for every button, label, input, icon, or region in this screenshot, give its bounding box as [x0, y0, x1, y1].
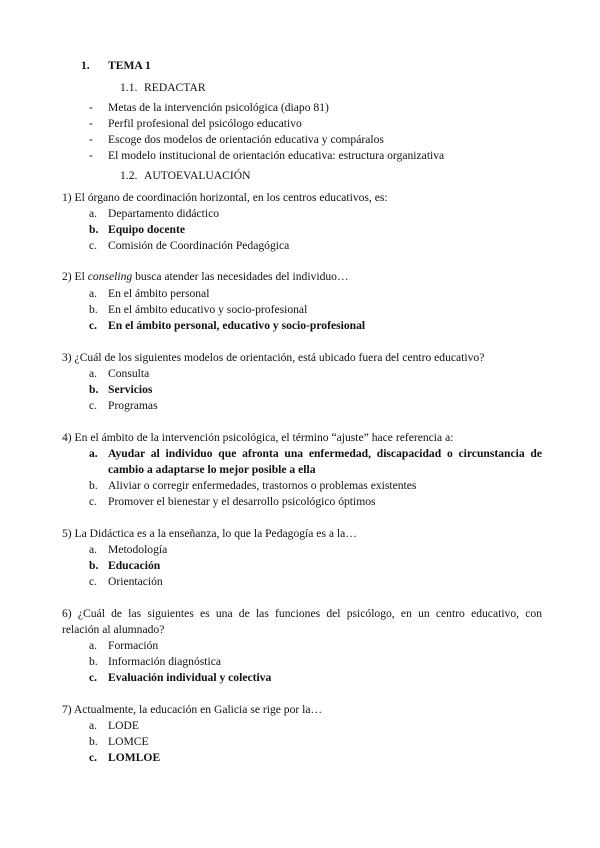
- option-letter-correct: c.: [89, 751, 98, 764]
- option-text: LOMCE: [108, 735, 149, 748]
- option-letter-correct: b.: [89, 383, 99, 396]
- question-text: 1) El órgano de coordinación horizontal, en los centros educativos, es:: [62, 191, 388, 204]
- option-text: Orientación: [108, 575, 163, 588]
- option-text: Comisión de Coordinación Pedagógica: [108, 239, 290, 252]
- option-letter: b.: [89, 479, 98, 492]
- section-title-auto: AUTOEVALUACIÓN: [144, 169, 251, 182]
- option-text: Formación: [108, 639, 159, 652]
- option-text: LODE: [108, 719, 139, 732]
- question-text: [62, 269, 349, 284]
- task-item: Metas de la intervención psicológica (diapo 81): [108, 101, 329, 114]
- option-letter: a.: [89, 287, 98, 300]
- option-text: Consulta: [108, 367, 150, 380]
- option-text-correct: Equipo docente: [108, 223, 185, 236]
- option-letter: c.: [89, 575, 98, 588]
- question-text: 7) Actualmente, la educación en Galicia se rige por la…: [62, 703, 323, 716]
- section-number-auto: 1.2.: [120, 169, 138, 182]
- option-text: Información diagnóstica: [108, 655, 221, 668]
- bullet-dash: -: [89, 133, 93, 146]
- section-number-redactar: 1.1.: [120, 81, 138, 94]
- option-letter-correct: c.: [89, 319, 98, 332]
- option-text-correct: En el ámbito personal, educativo y socio-profesional: [108, 319, 366, 332]
- option-letter: a.: [89, 367, 98, 380]
- option-text-correct: Educación: [108, 559, 161, 572]
- task-item: Perfil profesional del psicólogo educativo: [108, 117, 302, 130]
- option-text-correct: Ayudar al individuo que afronta una enfermedad, discapacidad o circunstancia de: [108, 447, 542, 460]
- option-letter: a.: [89, 207, 98, 220]
- option-text: Aliviar o corregir enfermedades, trastornos o problemas existentes: [108, 479, 417, 492]
- heading-title: TEMA 1: [108, 59, 151, 72]
- question-text-pre: 2) El: [62, 270, 88, 283]
- option-letter-correct: c.: [89, 671, 98, 684]
- option-text-correct-continued: cambio a adaptarse lo mejor posible a ella: [108, 463, 316, 476]
- section-title-redactar: REDACTAR: [144, 81, 206, 94]
- question-text-post: busca atender las necesidades del individuo…: [132, 270, 349, 283]
- question-text: 5) La Didáctica es a la enseñanza, lo que la Pedagogía es a la…: [62, 527, 357, 540]
- option-letter: a.: [89, 719, 98, 732]
- option-text-correct: Servicios: [108, 383, 153, 396]
- option-text: En el ámbito personal: [108, 287, 210, 300]
- bullet-dash: -: [89, 101, 93, 114]
- bullet-dash: -: [89, 117, 93, 130]
- question-text: 4) En el ámbito de la intervención psicológica, el término “ajuste” hace referencia a:: [62, 431, 454, 444]
- option-text: Programas: [108, 399, 158, 412]
- option-text-correct: LOMLOE: [108, 751, 161, 764]
- option-letter: b.: [89, 303, 98, 316]
- heading-number: 1.: [81, 59, 90, 72]
- question-text: 6) ¿Cuál de las siguientes es una de las funciones del psicólogo, en un centro educativo, con: [62, 607, 542, 620]
- bullet-dash: -: [89, 149, 93, 162]
- option-letter: b.: [89, 735, 98, 748]
- option-text: Departamento didáctico: [108, 207, 220, 220]
- option-letter: c.: [89, 495, 98, 508]
- option-letter: a.: [89, 543, 98, 556]
- option-text: En el ámbito educativo y socio-profesional: [108, 303, 308, 316]
- option-text-correct: Evaluación individual y colectiva: [108, 671, 272, 684]
- option-letter: c.: [89, 399, 98, 412]
- option-letter-correct: b.: [89, 559, 99, 572]
- option-letter-correct: b.: [89, 223, 99, 236]
- option-letter-correct: a.: [89, 447, 98, 460]
- question-text-emphasis: conseling: [87, 270, 133, 283]
- option-letter: c.: [89, 239, 98, 252]
- task-item: Escoge dos modelos de orientación educativa y compáralos: [108, 133, 384, 146]
- option-text: Promover el bienestar y el desarrollo psicológico óptimos: [108, 495, 376, 508]
- option-text: Metodología: [108, 543, 168, 556]
- question-text-continued: relación al alumnado?: [62, 623, 165, 636]
- option-letter: a.: [89, 639, 98, 652]
- option-letter: b.: [89, 655, 98, 668]
- question-text: 3) ¿Cuál de los siguientes modelos de orientación, está ubicado fuera del centro educativo?: [62, 351, 485, 364]
- task-item: El modelo institucional de orientación educativa: estructura organizativa: [108, 149, 445, 162]
